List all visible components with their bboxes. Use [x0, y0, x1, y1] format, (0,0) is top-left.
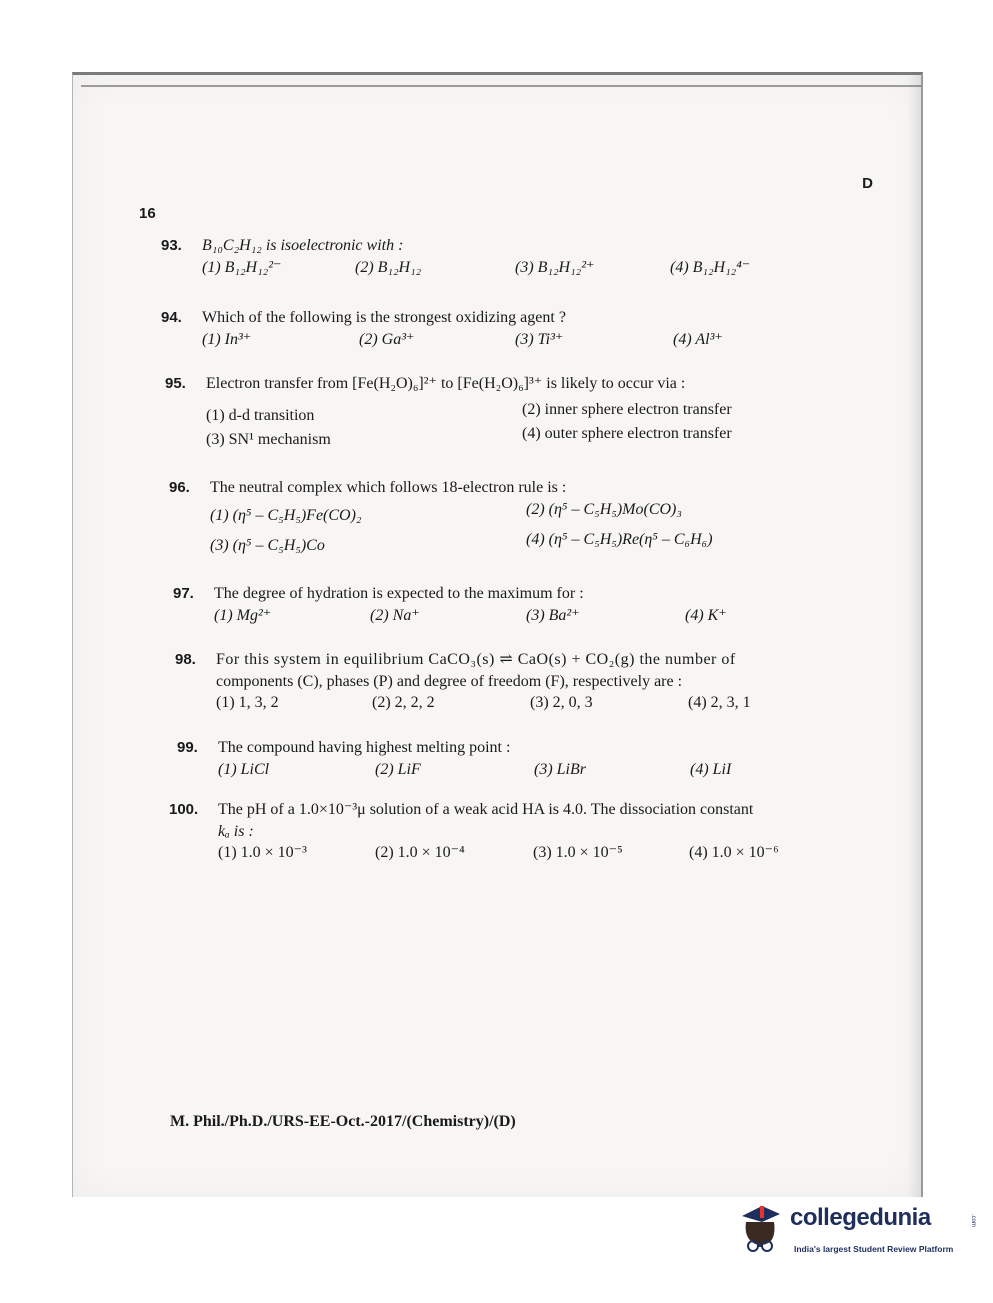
- option-1: (1) (η⁵ – C₅H₅)Fe(CO)₂: [210, 506, 362, 524]
- question-stem: B₁₀C₂H₁₂ is isoelectronic with :: [202, 237, 404, 254]
- option-2: (2) Na⁺: [370, 606, 420, 624]
- question-number: 100.: [169, 801, 199, 818]
- option-2: (2) 2, 2, 2: [372, 694, 435, 712]
- question-stem: For this system in equilibrium CaCO₃(s) ⇌ CaO(s) + CO₂(g) the number of: [216, 651, 736, 668]
- option-3: (3) (η⁵ – C₅H₅)Co: [210, 536, 325, 554]
- question-stem-continued: kₐ is :: [218, 822, 254, 840]
- question-93: [161, 235, 861, 281]
- options-row: [210, 530, 869, 559]
- question-number: 93.: [161, 237, 182, 254]
- footer-code: M. Phil./Ph.D./URS-EE-Oct.-2017/(Chemistry)/(D): [170, 1113, 516, 1130]
- set-code: D: [862, 175, 873, 192]
- option-3: (3) B₁₂H₁₂²⁺: [515, 258, 595, 276]
- question-stem-continued: components (C), phases (P) and degree of freedom (F), respectively are :: [216, 672, 683, 690]
- option-3: (3) SN¹ mechanism: [206, 430, 331, 448]
- option-2: (2) inner sphere electron transfer: [522, 400, 732, 418]
- option-2: (2) Ga³⁺: [359, 330, 415, 348]
- question-100: [169, 799, 889, 866]
- exam-page: [72, 72, 923, 1197]
- option-3: (3) LiBr: [534, 760, 586, 778]
- option-4: (4) K⁺: [685, 606, 727, 624]
- option-4: (4) B₁₂H₁₂⁴⁻: [670, 258, 751, 276]
- question-number: 94.: [161, 309, 182, 326]
- option-4: (4) (η⁵ – C₅H₅)Re(η⁵ – C₆H₆): [526, 530, 713, 548]
- option-2: (2) B₁₂H₁₂: [355, 258, 422, 276]
- option-1: (1) Mg²⁺: [214, 606, 272, 624]
- logo-domain: .com: [970, 1214, 976, 1228]
- options-row: [214, 605, 873, 629]
- question-stem: Electron transfer from [Fe(H₂O)₆]²⁺ to [Fe(H₂O)₆]³⁺ is likely to occur via :: [206, 375, 686, 392]
- options-row: [202, 257, 861, 281]
- question-98: [175, 649, 895, 716]
- option-1: (1) In³⁺: [202, 330, 252, 348]
- mascot-icon: [738, 1202, 782, 1254]
- option-4: (4) LiI: [690, 760, 732, 778]
- option-4: (4) 1.0 × 10⁻⁶: [689, 844, 779, 862]
- option-2: (2) LiF: [375, 760, 421, 778]
- option-1: (1) d-d transition: [206, 406, 315, 424]
- option-3: (3) Ba²⁺: [526, 606, 580, 624]
- option-1: (1) B₁₂H₁₂²⁻: [202, 258, 282, 276]
- logo-tagline: India's largest Student Review Platform: [794, 1244, 954, 1254]
- question-number: 95.: [165, 375, 186, 392]
- option-4: (4) 2, 3, 1: [688, 694, 751, 712]
- question-number: 97.: [173, 585, 194, 602]
- option-1: (1) LiCl: [218, 760, 270, 778]
- options-row: [218, 842, 889, 866]
- question-95: [165, 373, 865, 453]
- question-stem: The neutral complex which follows 18-electron rule is :: [210, 479, 567, 496]
- options-row: [218, 759, 877, 783]
- question-99: [177, 737, 877, 783]
- option-2: (2) (η⁵ – C₅H₅)Mo(CO)₃: [526, 500, 682, 518]
- option-1: (1) 1.0 × 10⁻³: [218, 844, 307, 862]
- question-number: 98.: [175, 651, 196, 668]
- option-3: (3) 1.0 × 10⁻⁵: [533, 844, 623, 862]
- option-4: (4) Al³⁺: [673, 330, 723, 348]
- question-stem: The compound having highest melting point :: [218, 739, 511, 756]
- collegedunia-logo[interactable]: [738, 1196, 976, 1266]
- question-number: 99.: [177, 739, 198, 756]
- options-row: [206, 424, 865, 453]
- question-number: 96.: [169, 479, 190, 496]
- question-stem: Which of the following is the strongest oxidizing agent ?: [202, 309, 566, 326]
- option-2: (2) 1.0 × 10⁻⁴: [375, 844, 465, 862]
- options-row: [216, 692, 895, 716]
- option-3: (3) Ti³⁺: [515, 330, 564, 348]
- question-96: [169, 477, 869, 559]
- options-row: [210, 500, 869, 529]
- option-4: (4) outer sphere electron transfer: [522, 424, 732, 442]
- question-stem: The pH of a 1.0×10⁻³μ solution of a weak acid HA is 4.0. The dissociation constant: [218, 801, 754, 818]
- logo-wordmark: collegedunia: [790, 1204, 931, 1231]
- option-3: (3) 2, 0, 3: [530, 694, 593, 712]
- question-97: [173, 583, 873, 629]
- question-94: [161, 307, 861, 353]
- question-stem: The degree of hydration is expected to the maximum for :: [214, 585, 584, 602]
- option-1: (1) 1, 3, 2: [216, 694, 279, 712]
- page-number: 16: [139, 205, 156, 222]
- options-row: [202, 329, 861, 353]
